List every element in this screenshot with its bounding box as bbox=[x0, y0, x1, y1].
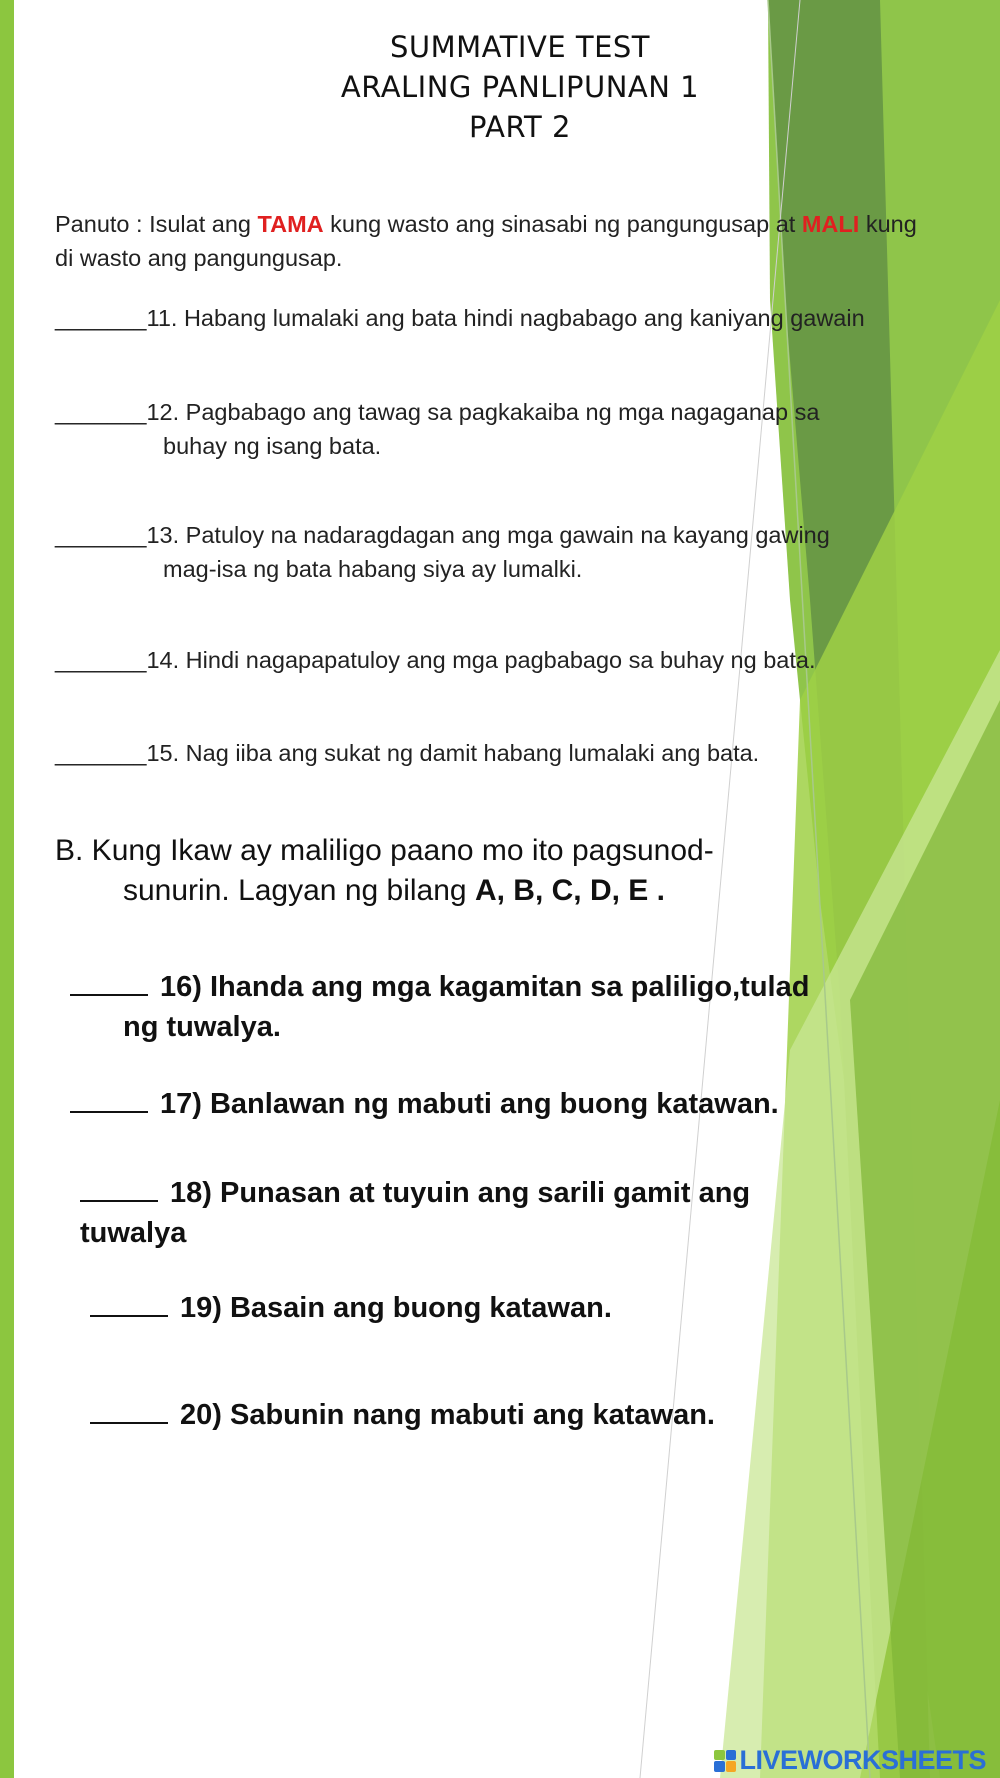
title-line-2: ARALING PANLIPUNAN 1 bbox=[340, 70, 700, 104]
question-text: 17) Banlawan ng mabuti ang buong katawan. bbox=[160, 1088, 779, 1120]
item-14[interactable] bbox=[55, 643, 955, 677]
question-18[interactable] bbox=[80, 1173, 960, 1253]
item-11[interactable] bbox=[55, 301, 955, 335]
question-19[interactable] bbox=[90, 1288, 970, 1328]
item-12[interactable] bbox=[55, 395, 955, 463]
instructions bbox=[55, 207, 935, 275]
question-text: 19) Basain ang buong katawan. bbox=[180, 1292, 612, 1324]
item-13[interactable] bbox=[55, 518, 955, 586]
question-16[interactable] bbox=[70, 967, 970, 1047]
question-continuation: ng tuwalya. bbox=[123, 1011, 281, 1043]
liveworksheets-icon bbox=[714, 1750, 736, 1772]
liveworksheets-wordmark: LIVEWORKSHEETS bbox=[739, 1745, 986, 1775]
liveworksheets-logo bbox=[714, 1745, 986, 1776]
answer-blank[interactable] bbox=[70, 1087, 148, 1113]
letter-choices: A, B, C, D, E . bbox=[474, 874, 665, 907]
mali-keyword: MALI bbox=[801, 211, 860, 237]
section-b-line-1: B. Kung Ikaw ay maliligo paano mo ito pagsunod- bbox=[55, 834, 714, 867]
item-text: _______15. Nag iiba ang sukat ng damit habang lumalaki ang bata. bbox=[55, 740, 760, 766]
question-20[interactable] bbox=[90, 1395, 970, 1435]
section-b-line-2: sunurin. Lagyan ng bilang A, B, C, D, E . bbox=[123, 874, 665, 907]
title-line-1: SUMMATIVE TEST bbox=[389, 30, 651, 64]
item-15[interactable] bbox=[55, 736, 955, 770]
item-text: _______11. Habang lumalaki ang bata hindi nagbabago ang kaniyang gawain bbox=[55, 305, 865, 331]
answer-blank[interactable] bbox=[90, 1291, 168, 1317]
item-continuation: buhay ng isang bata. bbox=[163, 433, 382, 459]
question-text: 16) Ihanda ang mga kagamitan sa paliligo,tulad bbox=[160, 971, 810, 1003]
question-text: 20) Sabunin nang mabuti ang katawan. bbox=[180, 1399, 715, 1431]
item-continuation: mag-isa ng bata habang siya ay lumalki. bbox=[163, 556, 583, 582]
item-text: _______13. Patuloy na nadaragdagan ang mga gawain na kayang gawing bbox=[55, 522, 830, 548]
answer-blank[interactable] bbox=[70, 970, 148, 996]
title-line-3: PART 2 bbox=[469, 110, 571, 144]
instructions-prefix: Panuto : Isulat ang bbox=[55, 211, 258, 237]
tama-keyword: TAMA bbox=[257, 211, 324, 237]
instructions-mid: kung wasto ang sinasabi ng pangungusap at bbox=[323, 211, 802, 237]
section-b-heading bbox=[55, 831, 915, 911]
question-text: 18) Punasan at tuyuin ang sarili gamit ang bbox=[170, 1177, 751, 1209]
question-continuation: tuwalya bbox=[80, 1217, 187, 1249]
answer-blank[interactable] bbox=[90, 1398, 168, 1424]
item-text: _______12. Pagbabago ang tawag sa pagkakaiba ng mga nagaganap sa bbox=[55, 399, 820, 425]
instructions-suffix: kung di wasto ang pangungusap. bbox=[55, 211, 917, 271]
answer-blank[interactable] bbox=[80, 1176, 158, 1202]
item-text: _______14. Hindi nagapapatuloy ang mga pagbabago sa buhay ng bata. bbox=[55, 647, 816, 673]
question-17[interactable] bbox=[70, 1084, 970, 1124]
